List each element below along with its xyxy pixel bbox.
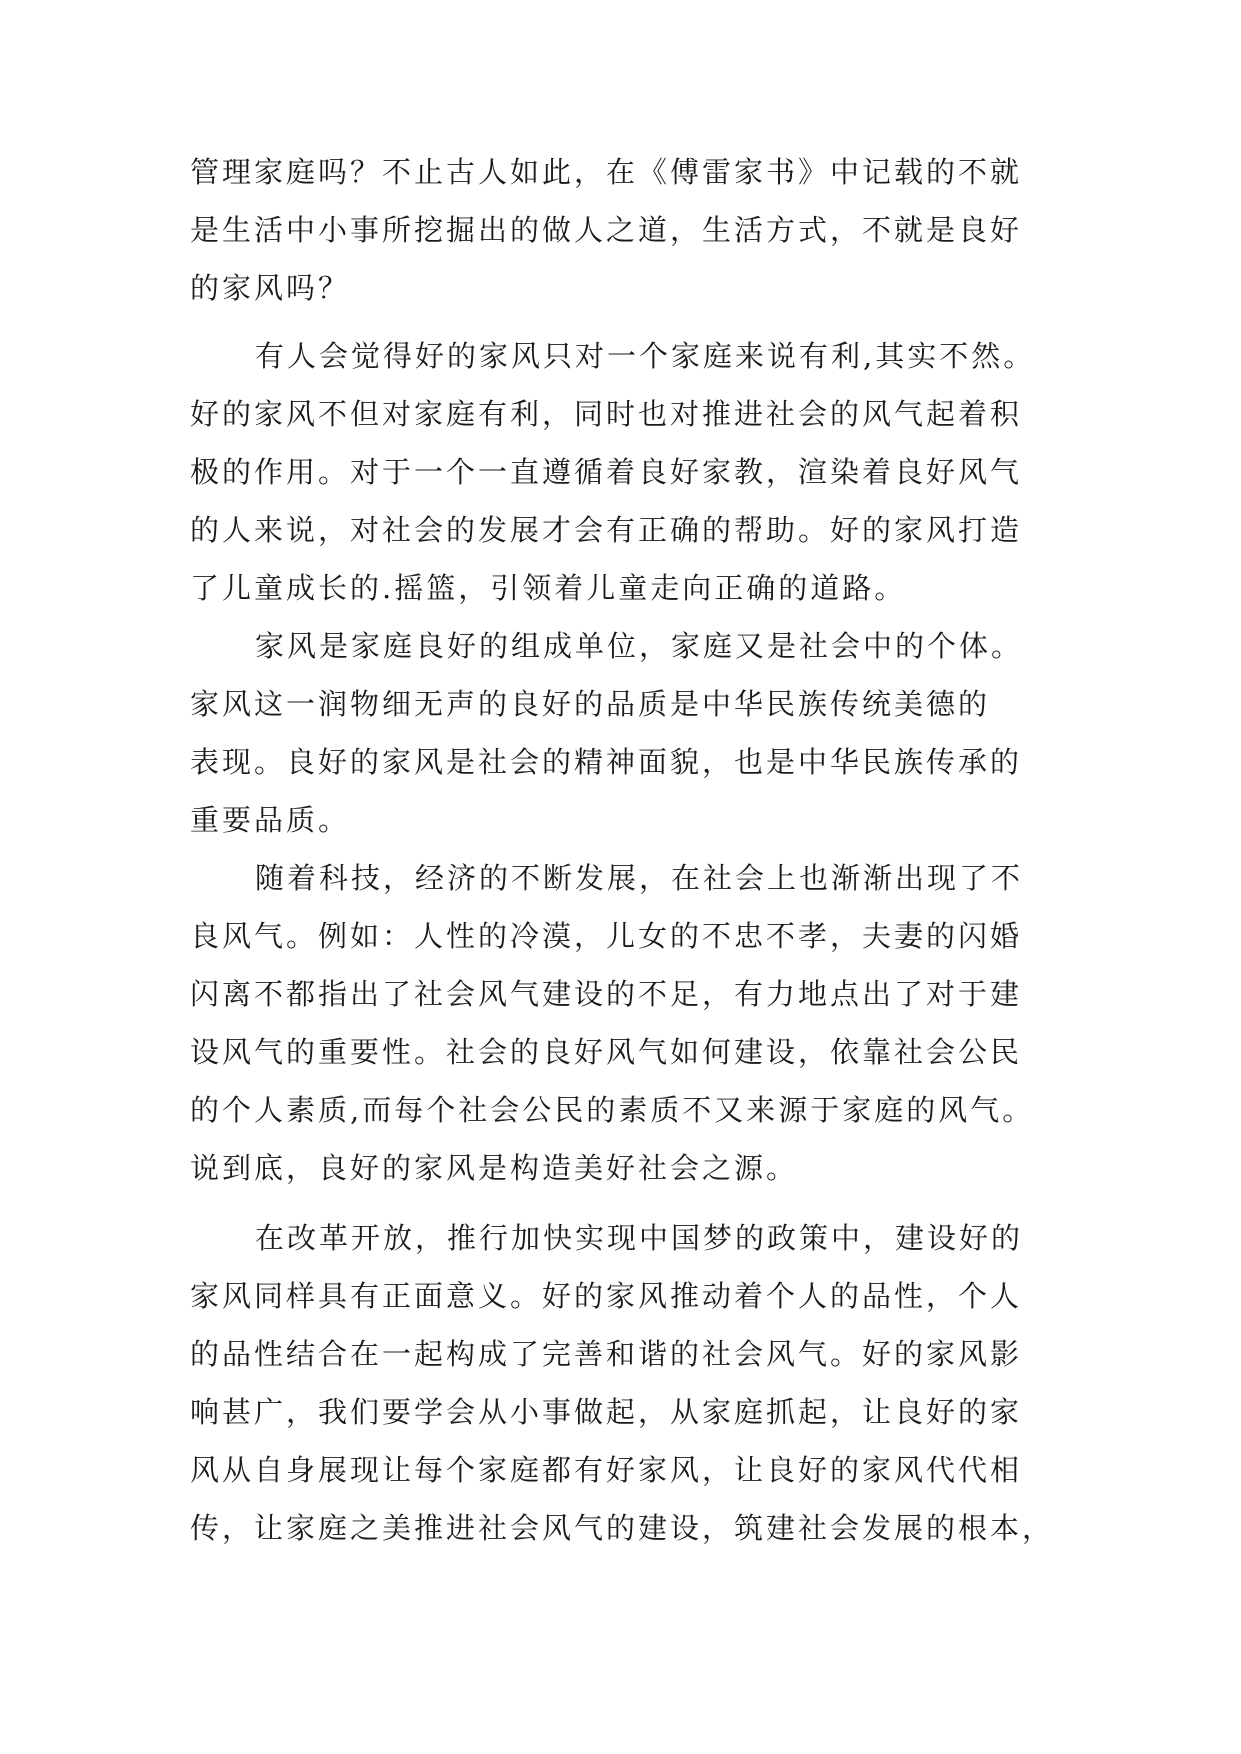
text-line: 了儿童成长的.摇篮，引领着儿童走向正确的道路。	[190, 571, 907, 605]
text-line: 传，让家庭之美推进社会风气的建设，筑建社会发展的根本，	[190, 1511, 1055, 1545]
text-line: 的品性结合在一起构成了完善和谐的社会风气。好的家风影	[190, 1337, 1023, 1371]
text-line: 设风气的重要性。社会的良好风气如何建设，依靠社会公民	[190, 1035, 1023, 1069]
text-line: 重要品质。	[190, 803, 351, 837]
text-line: 家风同样具有正面意义。好的家风推动着个人的品性，个人	[190, 1279, 1023, 1313]
text-line: 表现。良好的家风是社会的精神面貌，也是中华民族传承的	[190, 745, 1023, 779]
paragraph-first-line: 家风是家庭良好的组成单位，家庭又是社会中的个体。	[255, 629, 1024, 663]
paragraph-first-line: 在改革开放，推行加快实现中国梦的政策中，建设好的	[255, 1221, 1024, 1255]
text-line: 响甚广，我们要学会从小事做起，从家庭抓起，让良好的家	[190, 1395, 1023, 1429]
text-line: 闪离不都指出了社会风气建设的不足，有力地点出了对于建	[190, 977, 1023, 1011]
paragraph-first-line: 有人会觉得好的家风只对一个家庭来说有利,其实不然。	[255, 339, 1036, 373]
text-line: 风从自身展现让每个家庭都有好家风，让良好的家风代代相	[190, 1453, 1023, 1487]
text-line: 家风这一润物细无声的良好的品质是中华民族传统美德的	[190, 687, 991, 721]
text-line: 良风气。例如：人性的冷漠，儿女的不忠不孝，夫妻的闪婚	[190, 919, 1023, 953]
text-line: 是生活中小事所挖掘出的做人之道，生活方式，不就是良好	[190, 213, 1023, 247]
text-line: 说到底，良好的家风是构造美好社会之源。	[190, 1151, 799, 1185]
text-line: 的个人素质,而每个社会公民的素质不又来源于家庭的风气。	[190, 1093, 1035, 1127]
text-line: 的家风吗？	[190, 271, 351, 305]
text-line: 极的作用。对于一个一直遵循着良好家教，渲染着良好风气	[190, 455, 1023, 489]
text-line: 管理家庭吗？不止古人如此，在《傅雷家书》中记载的不就	[190, 155, 1023, 189]
paragraph-first-line: 随着科技，经济的不断发展，在社会上也渐渐出现了不	[255, 861, 1024, 895]
text-line: 的人来说，对社会的发展才会有正确的帮助。好的家风打造	[190, 513, 1023, 547]
text-line: 好的家风不但对家庭有利，同时也对推进社会的风气起着积	[190, 397, 1023, 431]
